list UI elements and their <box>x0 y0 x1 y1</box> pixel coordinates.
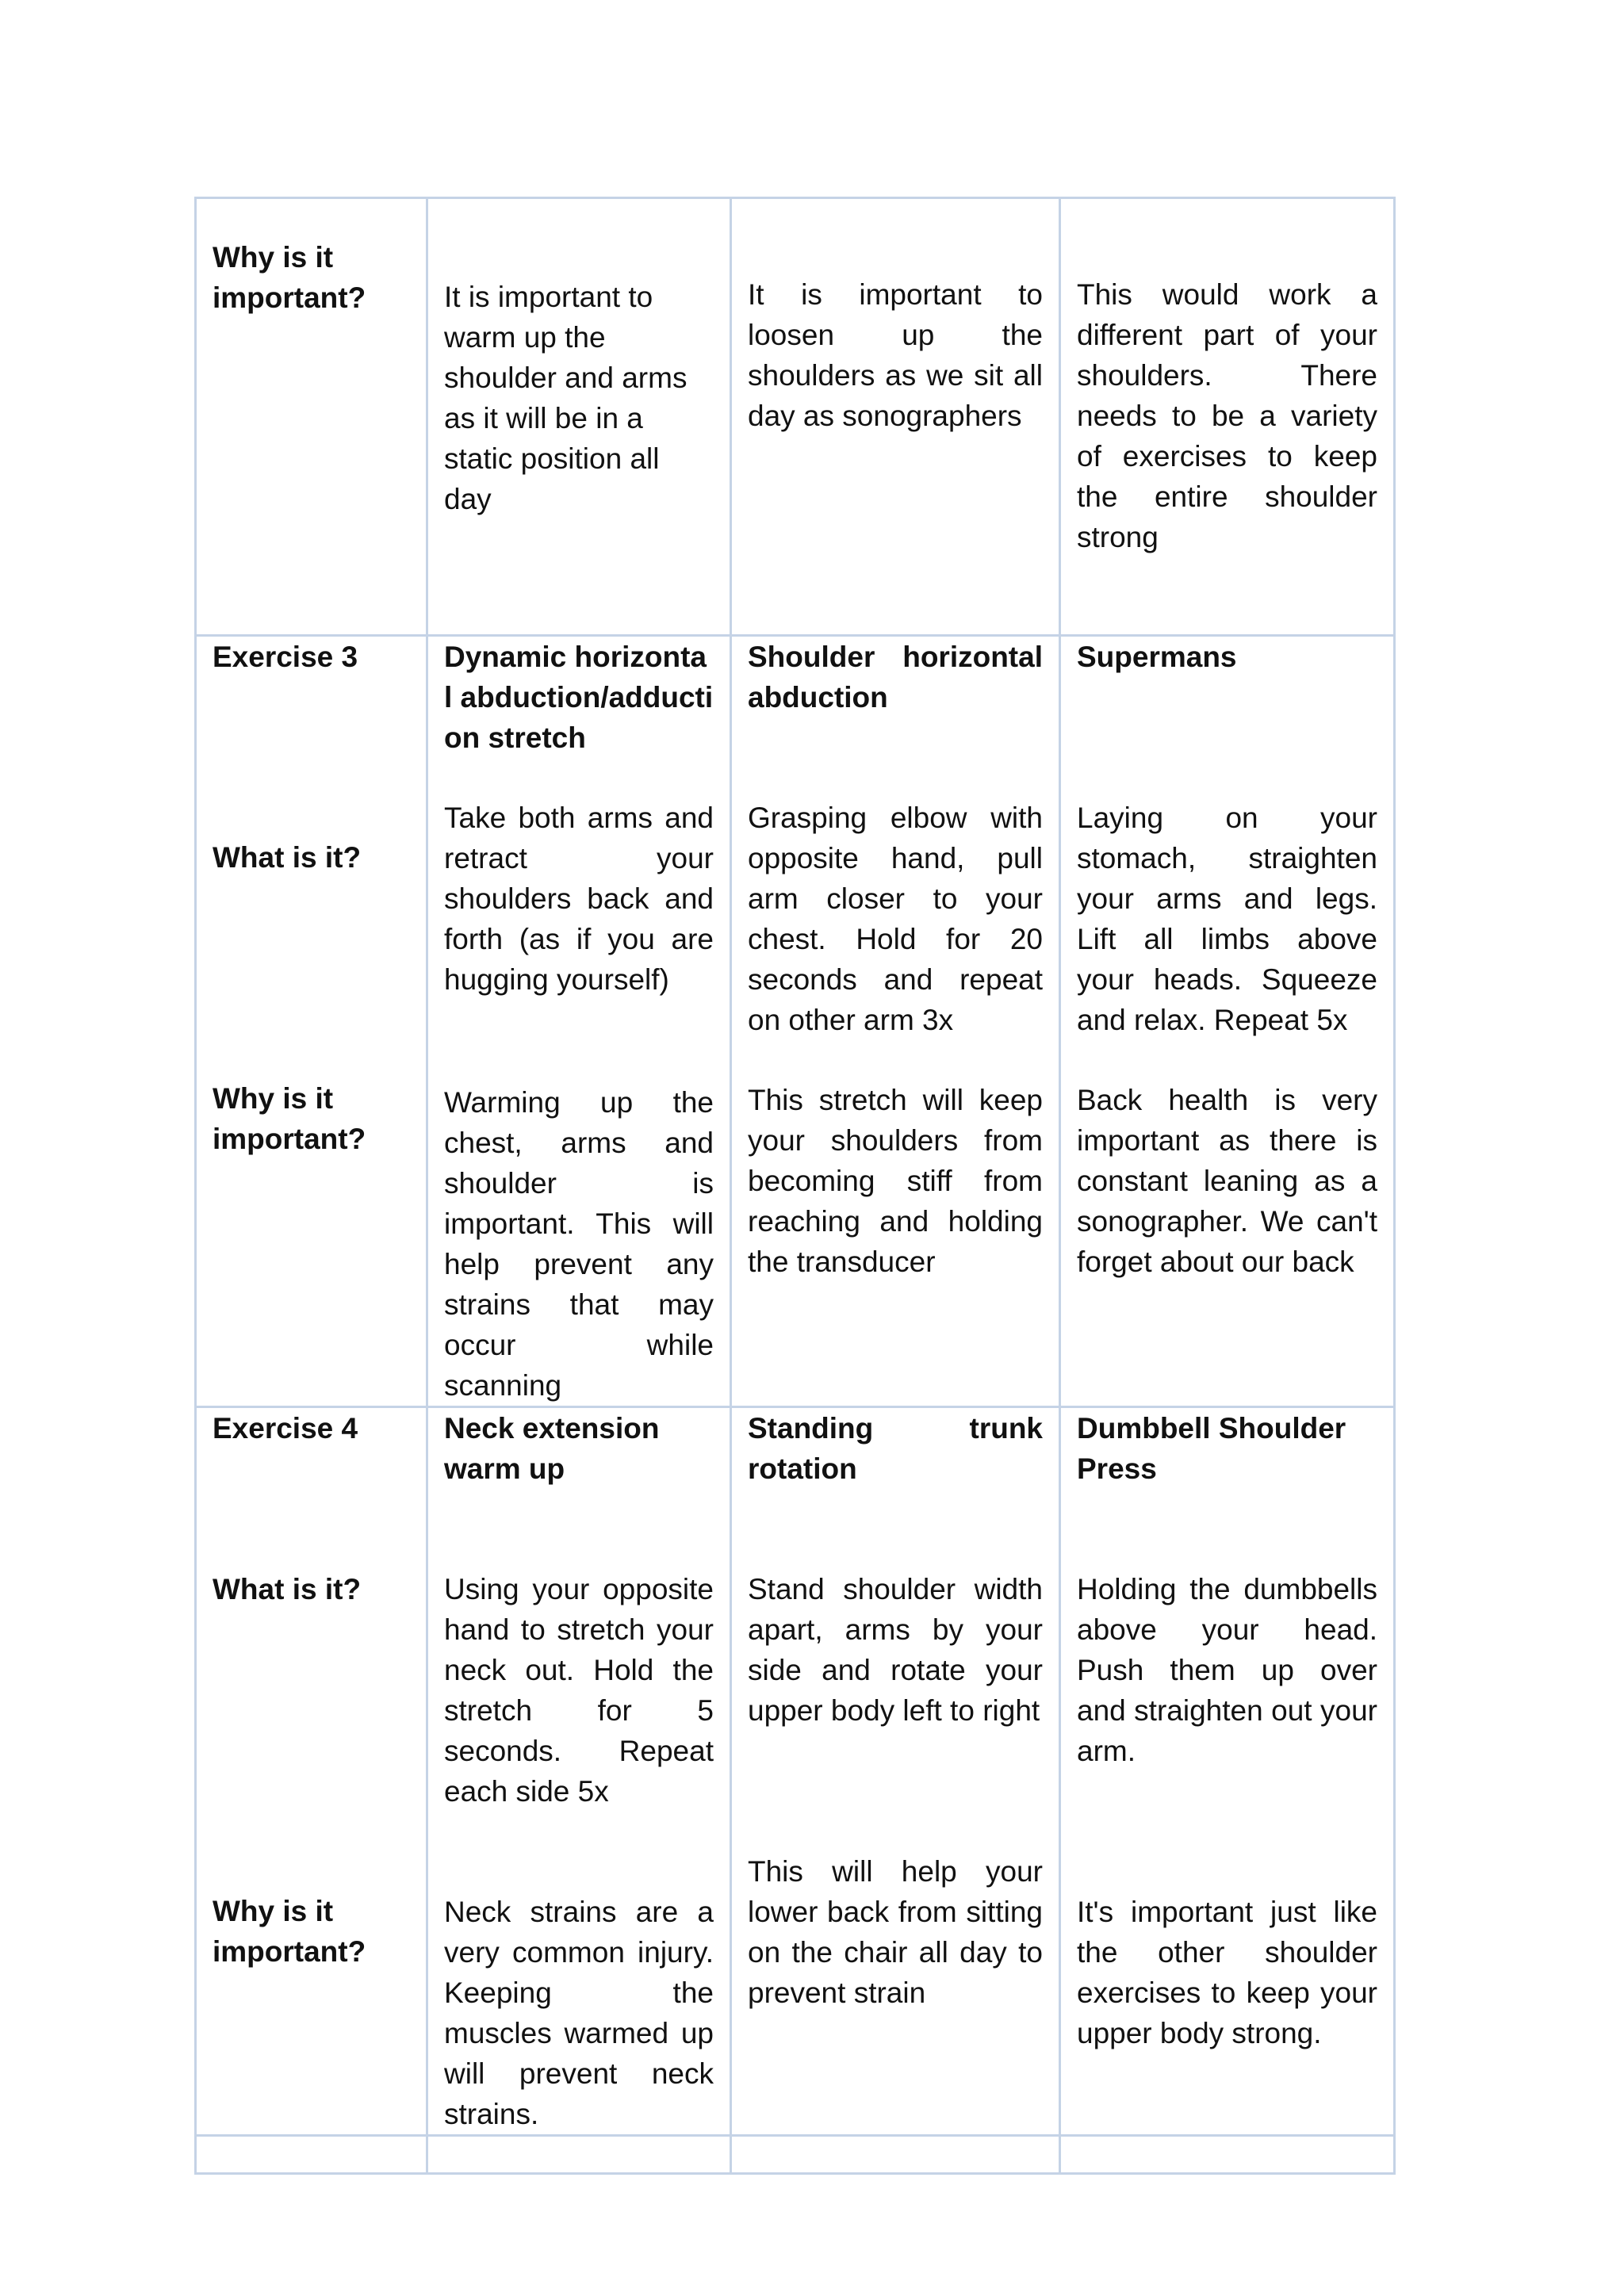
why-text: It's important just like the other shoulder exercises to keep your upper body strong. <box>1077 1896 1377 2049</box>
row-label-cell <box>196 1407 427 2136</box>
table-cell <box>427 636 731 1407</box>
table-cell <box>427 198 731 636</box>
why-text: Back health is very important as there is constant leaning as a sonographer. We can't forget about our back <box>1077 1084 1377 1278</box>
table-cell <box>1060 1407 1395 2136</box>
empty-cell <box>1060 2136 1395 2174</box>
what-label: What is it? <box>213 1573 362 1605</box>
what-text: Holding the dumbbells above your head. Push them up over and straighten out your arm. <box>1077 1573 1377 1767</box>
exercise-table <box>194 197 1396 2175</box>
why-text: It is important to warm up the shoulder and arms as it will be in a static position all day <box>444 281 688 515</box>
why-text: Neck strains are a very common injury. Keeping the muscles warmed up will prevent neck strains. <box>444 1896 714 2130</box>
why-text: This will help your lower back from sitting on the chair all day to prevent strain <box>748 1855 1043 2009</box>
table-row <box>196 2136 1395 2174</box>
what-text: Using your opposite hand to stretch your neck out. Hold the stretch for 5 seconds. Repeat each side 5x <box>444 1573 714 1808</box>
why-label: Why is it important? <box>213 1082 366 1155</box>
exercise-title: Dumbbell Shoulder Press <box>1077 1412 1346 1485</box>
exercise-title: Dynamic horizontal abduction/adduction stretch <box>444 641 714 754</box>
row-label-cell <box>196 636 427 1407</box>
exercise-label: Exercise 4 <box>213 1412 358 1445</box>
what-text: Stand shoulder width apart, arms by your side and rotate your upper body left to right <box>748 1573 1043 1727</box>
row-label-cell <box>196 198 427 636</box>
table-cell <box>731 1407 1060 2136</box>
table-row <box>196 198 1395 636</box>
table-row <box>196 636 1395 1407</box>
what-text: Laying on your stomach, straighten your arms and legs. Lift all limbs above your heads. Squeeze and relax. Repeat 5x <box>1077 802 1377 1036</box>
what-text: Grasping elbow with opposite hand, pull arm closer to your chest. Hold for 20 seconds and repeat on other arm 3x <box>748 802 1043 1036</box>
table-cell <box>1060 198 1395 636</box>
exercise-label: Exercise 3 <box>213 641 358 673</box>
table-cell <box>731 198 1060 636</box>
exercise-title: Neck extension warm up <box>444 1412 660 1485</box>
why-label: Why is it important? <box>213 1895 366 1968</box>
what-text: Take both arms and retract your shoulders back and forth (as if you are hugging yourself) <box>444 802 714 996</box>
exercise-title: Standing trunk rotation <box>748 1412 1043 1485</box>
empty-cell <box>731 2136 1060 2174</box>
why-text: This stretch will keep your shoulders from becoming stiff from reaching and holding the transducer <box>748 1084 1043 1278</box>
exercise-title: Shoulder horizontal abduction <box>748 641 1043 714</box>
exercise-title: Supermans <box>1077 641 1237 673</box>
table-cell <box>731 636 1060 1407</box>
what-label: What is it? <box>213 841 362 874</box>
empty-cell <box>196 2136 427 2174</box>
why-text: Warming up the chest, arms and shoulder is important. This will help prevent any strains that may occur while scanning <box>444 1086 714 1402</box>
table-cell <box>427 1407 731 2136</box>
why-text: It is important to loosen up the shoulders as we sit all day as sonographers <box>748 278 1043 432</box>
why-label: Why is it important? <box>213 241 366 314</box>
table-row <box>196 1407 1395 2136</box>
empty-cell <box>427 2136 731 2174</box>
table-cell <box>1060 636 1395 1407</box>
why-text: This would work a different part of your shoulders. There needs to be a variety of exercises to keep the entire shoulder strong <box>1077 278 1377 553</box>
